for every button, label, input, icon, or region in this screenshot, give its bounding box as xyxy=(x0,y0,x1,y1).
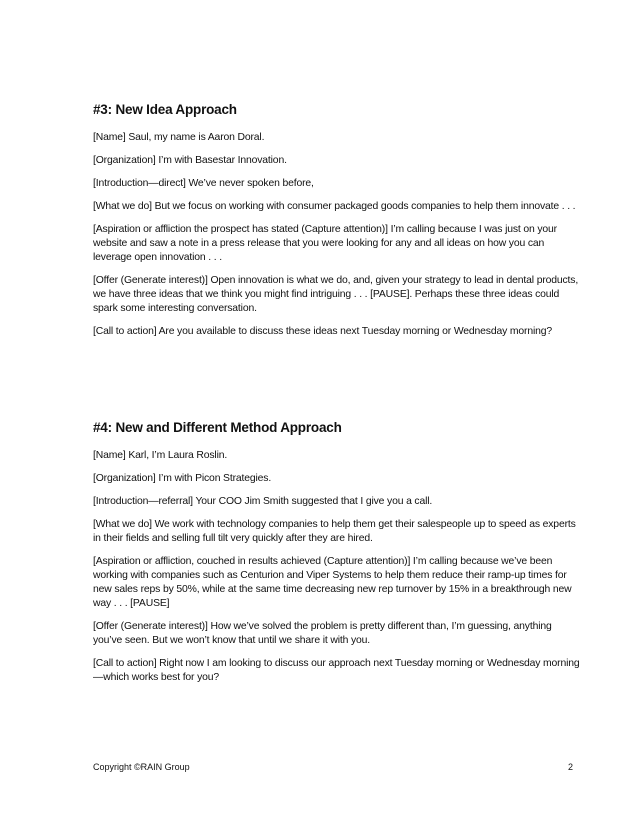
script-line-offer: [Offer (Generate interest)] How we’ve solved the problem is pretty different than, I’m guessing, anything you’ve seen. But we won’t know that until we share it with you. xyxy=(93,621,552,646)
script-line-introduction: [Introduction—direct] We’ve never spoken before, xyxy=(93,178,314,189)
script-line-what-we-do: [What we do] But we focus on working with consumer packaged goods companies to help them innovate . . . xyxy=(93,201,576,212)
section-heading: #4: New and Different Method Approach xyxy=(93,420,342,435)
script-line-what-we-do: [What we do] We work with technology companies to help them get their salespeople up to speed as experts in their fields and selling full tilt very quickly after they are hired. xyxy=(93,519,576,544)
script-line-name: [Name] Karl, I’m Laura Roslin. xyxy=(93,450,228,461)
script-line-organization: [Organization] I’m with Picon Strategies. xyxy=(93,473,272,484)
script-line-organization: [Organization] I’m with Basestar Innovation. xyxy=(93,155,287,166)
script-line-introduction: [Introduction—referral] Your COO Jim Smith suggested that I give you a call. xyxy=(93,496,433,507)
section-new-method-approach xyxy=(93,419,583,694)
script-line-offer: [Offer (Generate interest)] Open innovation is what we do, and, given your strategy to lead in dental products, we have three ideas that we think you might find intriguing . . . [PAUSE]. Perhaps these three ideas could spark some interesting conversation. xyxy=(93,275,579,314)
footer-copyright: Copyright ©RAIN Group xyxy=(93,762,190,772)
script-line-aspiration: [Aspiration or affliction the prospect has stated (Capture attention)] I’m calling because I was just on your website and saw a note in a press release that you were looking for any and all ideas on how you can leverage open innovation . . . xyxy=(93,224,557,263)
page-footer xyxy=(93,761,573,773)
script-line-call-to-action: [Call to action] Right now I am looking to discuss our approach next Tuesday morning or Wednesday morning—which works best for you? xyxy=(93,658,580,683)
script-line-call-to-action: [Call to action] Are you available to discuss these ideas next Tuesday morning or Wednesday morning? xyxy=(93,326,553,337)
script-line-name: [Name] Saul, my name is Aaron Doral. xyxy=(93,132,265,143)
script-line-aspiration: [Aspiration or affliction, couched in results achieved (Capture attention)] I’m calling because we’ve been working with companies such as Centurion and Viper Systems to help them reduce their ramp-up times for new sales reps by 50%, while at the same time decreasing new rep turnover by 15% in a breakthrough new way . . . [PAUSE] xyxy=(93,556,572,609)
section-heading: #3: New Idea Approach xyxy=(93,102,237,117)
section-new-idea-approach xyxy=(93,101,583,348)
page-number: 2 xyxy=(567,762,573,772)
